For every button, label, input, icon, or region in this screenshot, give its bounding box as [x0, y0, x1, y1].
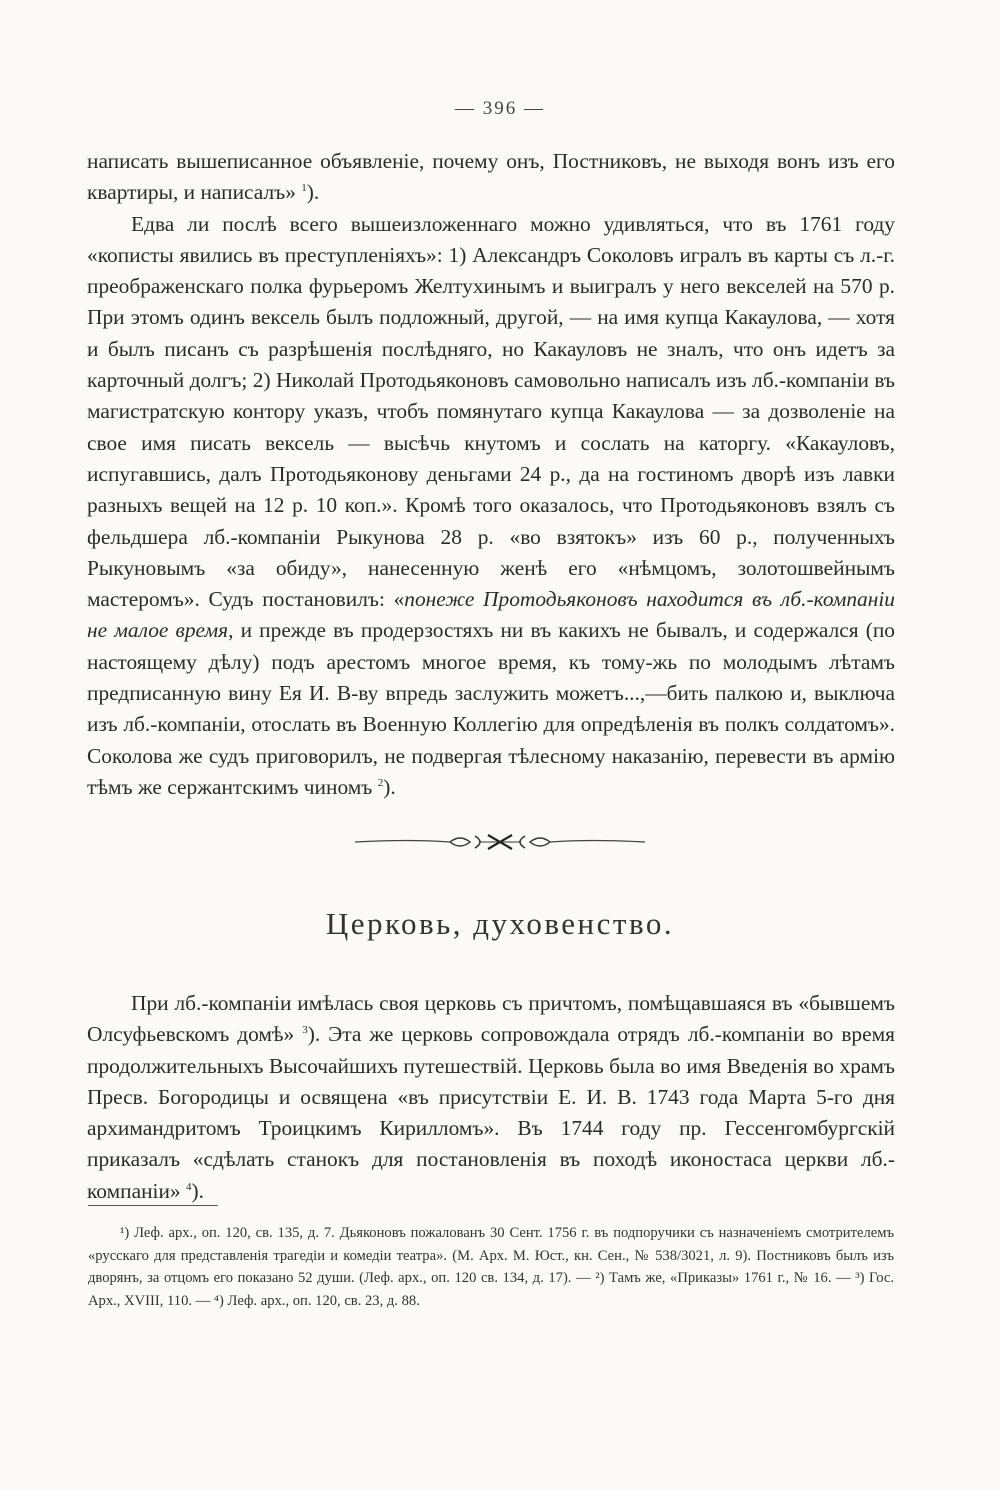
paragraph-1-end: ). — [306, 180, 320, 205]
footnote-ref-1: 1 — [301, 182, 307, 195]
footnote-ref-2: 2 — [377, 776, 384, 789]
paragraph-2-text-b: , и прежде въ продерзостяхъ ни въ какихъ не бывалъ, и содержался (по настоящему дѣлу) подъ арестомъ многое время, къ тому-жь по молодымъ лѣтамъ предписанную вину Ея И. В-ву впредь заслужить можетъ...,—бить палкою и, выключа изъ лб.-компаніи, отослать въ Военную Коллегію для опредѣленія въ полкъ солдатомъ». Соколова же судъ приговорилъ, не подвергая тѣлесному наказанію, перевести въ армію тѣмъ же сержантскимъ чиномъ — [87, 618, 896, 799]
paragraph-2-italic: понеже Протодьяконовъ находится въ лб.-компаніи не малое время — [87, 587, 895, 643]
paragraph-2-text-a: Едва ли послѣ всего вышеизложеннаго можно удивляться, что въ 1761 году «кописты явились въ преступленіяхъ»: 1) Александръ Соколовъ игралъ въ карты съ л.-г. преображенскаго полка фурьеромъ Желтухинымъ и выигралъ у него векселей на 570 р. При этомъ одинъ вексель былъ подложный, другой, — на имя купца Какаулова, — хотя и былъ писанъ съ разрѣшенія послѣдняго, но Какауловъ не зналъ, что онъ идетъ за карточный долгъ; 2) Николай Протодьяконовъ самовольно написалъ изъ лб.-компаніи въ магистратскую контору указъ, чтобъ помянутаго купца Какаулова — за дозволеніе на свое имя писать вексель — высѣчь кнутомъ и сослать на каторгу. «Какауловъ, испугавшись, далъ Протодьяконову деньгами 24 р., да на гостиномъ дворѣ изъ лавки разныхъ вещей на 12 р. 10 коп.». Кромѣ того оказалось, что Протодьяконовъ взялъ съ фельдшера лб.-компаніи Рыкунова 28 р. «во взятокъ» изъ 60 р., полученныхъ Рыкуновымъ «за обиду», нанесенную женѣ его «нѣмцомъ, золотошвейнымъ мастеромъ». Судъ постановилъ: « — [87, 211, 895, 612]
paragraph-2-end: ). — [383, 774, 396, 799]
paragraph-1-text: написать вышеписанное объявленіе, почему онъ, Постниковъ, не выходя вонъ изъ его квартиры, и написалъ» — [87, 149, 895, 205]
footnote-ref-4: 4 — [185, 1180, 192, 1193]
page-number: — 396 — — [455, 98, 545, 119]
footnote-ref-3: 3 — [302, 1024, 308, 1037]
paragraph-1 — [87, 146, 895, 209]
divider-ornament-icon — [350, 828, 650, 856]
paragraph-3-text-a: При лб.-компаніи имѣлась своя церковь съ причтомъ, помѣщавшаяся въ «бывшемъ Олсуфьевскомъ домѣ» — [87, 991, 895, 1047]
paragraph-3-text-b: ). Эта же церковь сопровождала отрядъ лб.-компаніи во время продолжительныхъ Высочайшихъ путешествій. Церковь была во имя Введенія во храмъ Пресв. Богородицы и освящена «въ присутствіи Е. И. В. 1743 года Марта 5-го дня архимандритомъ Троицкимъ Кирилломъ». Въ 1744 году пр. Гессенгомбургскій приказалъ «сдѣлать станокъ для постановленія въ походѣ иконостаса церкви лб.-компаніи» — [87, 1022, 895, 1203]
footnote-rule — [88, 1205, 218, 1206]
paragraph-3 — [87, 988, 895, 1207]
paragraph-2 — [87, 209, 895, 804]
paragraph-3-end: ). — [191, 1178, 204, 1203]
footnotes — [88, 1222, 894, 1312]
section-text-2 — [87, 988, 895, 1207]
section-heading: Церковь, духовенство. — [325, 906, 675, 941]
section-text-1 — [87, 146, 895, 803]
footnote-text: ¹) Леф. арх., оп. 120, св. 135, д. 7. Дьяконовъ пожалованъ 30 Сент. 1756 г. въ подпоручики съ назначеніемъ смотрителемъ «русскаго для представленія трагедіи и комедіи театра». (М. Арх. М. Юст., кн. Сен., № 538/3021, л. 9). Постниковъ былъ изъ дворянъ, за отцомъ его показано 52 души. (Леф. арх., оп. 120 св. 134, д. 17). — ²) Тамъ же, «Приказы» 1761 г., № 16. — ³) Гос. Арх., XVIII, 110. — ⁴) Леф. арх., оп. 120, св. 23, д. 88. — [88, 1225, 894, 1309]
